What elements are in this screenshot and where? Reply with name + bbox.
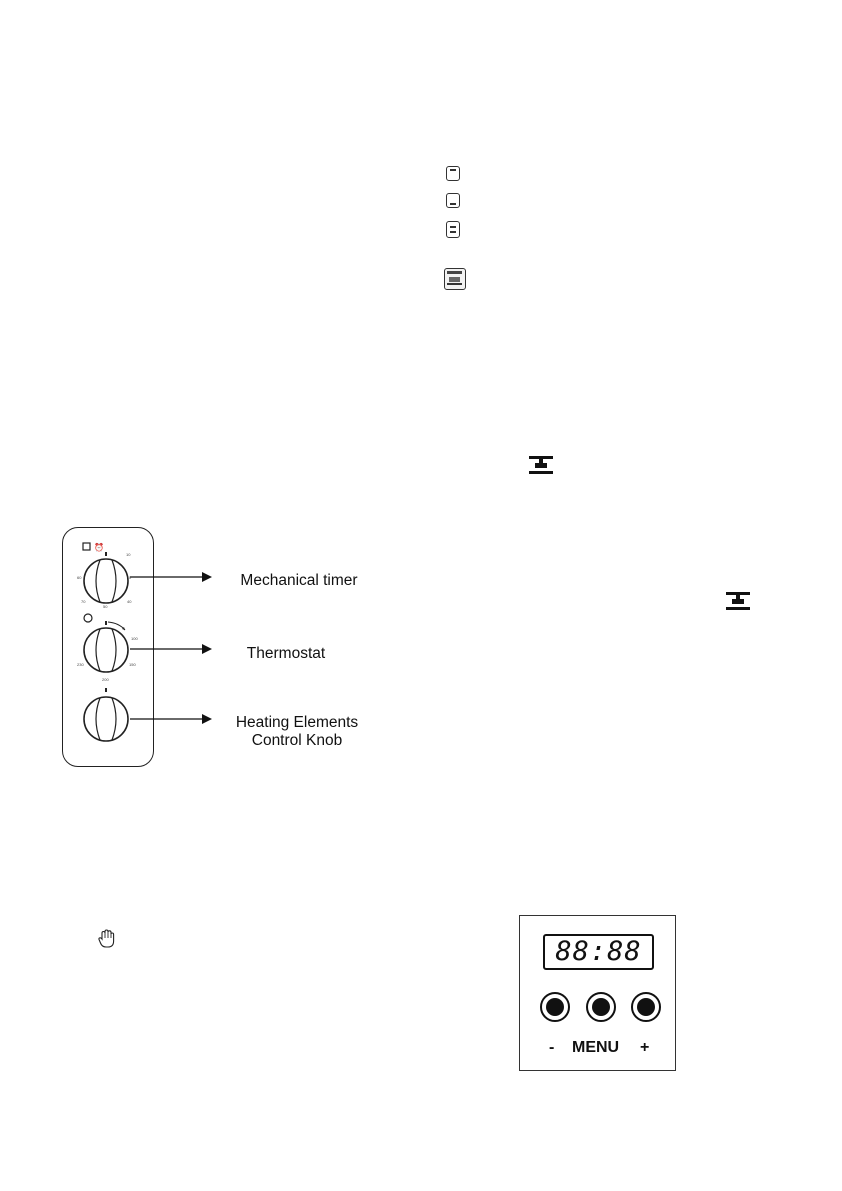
rotisserie-icon bbox=[725, 591, 751, 613]
svg-text:50: 50 bbox=[103, 604, 108, 610]
hand-caution-icon bbox=[98, 929, 116, 949]
heating-elements-knob[interactable] bbox=[84, 697, 128, 741]
top-bottom-heat-icon bbox=[446, 221, 460, 238]
timer-label: Mechanical timer bbox=[240, 572, 358, 589]
minus-button[interactable] bbox=[540, 992, 570, 1022]
bottom-heat-icon bbox=[446, 193, 460, 208]
callout-arrows bbox=[130, 560, 220, 740]
svg-text:150: 150 bbox=[129, 662, 137, 668]
svg-text:10: 10 bbox=[126, 552, 131, 558]
heating-elements-label: Heating Elements Control Knob bbox=[235, 714, 359, 749]
svg-text:60: 60 bbox=[77, 575, 82, 581]
svg-text:70: 70 bbox=[81, 599, 86, 605]
svg-text:⏰: ⏰ bbox=[94, 543, 105, 553]
svg-text:200: 200 bbox=[102, 677, 110, 683]
svg-text:230: 230 bbox=[77, 662, 85, 668]
plus-label: + bbox=[640, 1039, 650, 1056]
svg-text:100: 100 bbox=[131, 636, 139, 642]
menu-label: MENU bbox=[572, 1039, 620, 1056]
timer-display: 88:88 bbox=[543, 934, 654, 970]
plus-button[interactable] bbox=[631, 992, 661, 1022]
minus-label: - bbox=[549, 1039, 555, 1056]
menu-button[interactable] bbox=[586, 992, 616, 1022]
thermostat-label: Thermostat bbox=[246, 645, 326, 662]
grill-icon bbox=[444, 268, 466, 290]
digital-timer-panel bbox=[519, 915, 676, 1071]
top-heat-icon bbox=[446, 166, 460, 181]
timer-knob[interactable] bbox=[77, 552, 132, 609]
rotisserie-icon bbox=[528, 455, 554, 477]
svg-text:0: 0 bbox=[129, 575, 132, 581]
svg-text:40: 40 bbox=[127, 599, 132, 605]
